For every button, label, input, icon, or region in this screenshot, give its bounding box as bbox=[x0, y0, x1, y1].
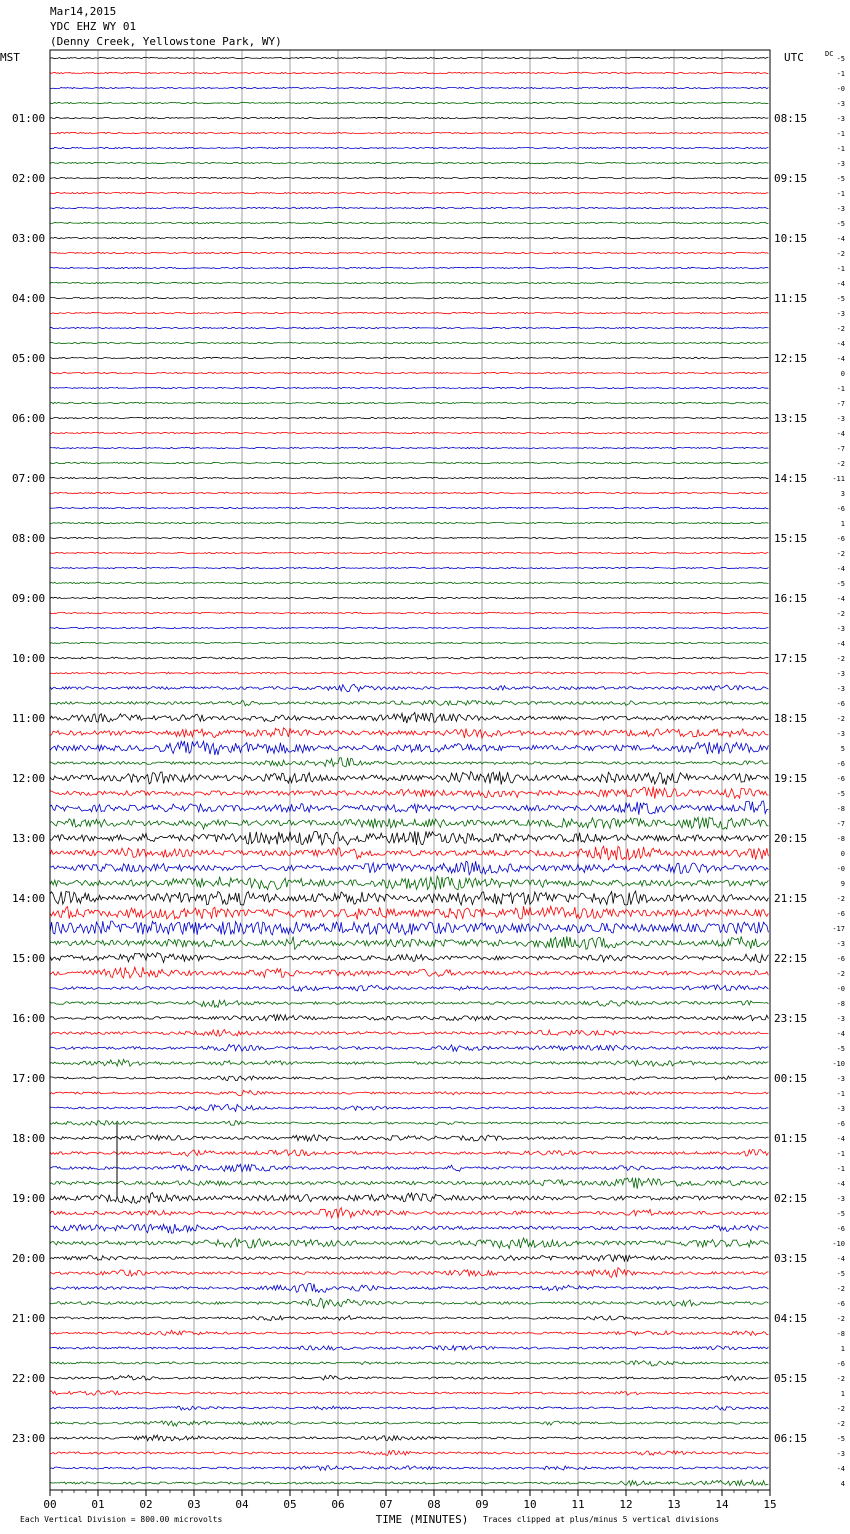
mst-hour-label: 19:00 bbox=[12, 1192, 46, 1205]
mst-hour-label: 09:00 bbox=[12, 592, 46, 605]
dc-offset: -6 bbox=[836, 700, 845, 708]
trace-57 bbox=[50, 906, 768, 919]
x-tick-label: 08 bbox=[427, 1498, 441, 1511]
x-tick-label: 12 bbox=[619, 1498, 633, 1511]
trace-19 bbox=[50, 342, 768, 343]
trace-4 bbox=[50, 117, 768, 118]
mst-hour-label: 20:00 bbox=[12, 1252, 46, 1265]
utc-hour-label: 09:15 bbox=[774, 172, 808, 185]
x-tick-label: 09 bbox=[475, 1498, 489, 1511]
dc-offset: -3 bbox=[836, 625, 845, 633]
trace-15 bbox=[50, 282, 768, 283]
trace-51 bbox=[50, 817, 768, 829]
mst-hour-label: 16:00 bbox=[12, 1012, 46, 1025]
mst-hour-label: 18:00 bbox=[12, 1132, 46, 1145]
dc-offset: 1 bbox=[840, 1390, 845, 1398]
utc-hour-label: 18:15 bbox=[774, 712, 808, 725]
trace-65 bbox=[50, 1030, 768, 1037]
x-tick-label: 15 bbox=[763, 1498, 777, 1511]
plot-date: Mar14,2015 bbox=[50, 5, 117, 18]
footer-clip: Traces clipped at plus/minus 5 vertical divisions bbox=[483, 1515, 720, 1524]
trace-46 bbox=[50, 741, 768, 755]
mst-hour-label: 03:00 bbox=[12, 232, 46, 245]
trace-33 bbox=[50, 552, 768, 553]
trace-42 bbox=[50, 684, 768, 692]
trace-48 bbox=[50, 772, 768, 785]
mst-hour-label: 15:00 bbox=[12, 952, 46, 965]
trace-45 bbox=[50, 728, 768, 739]
dc-offset: -1 bbox=[836, 385, 845, 393]
trace-81 bbox=[50, 1268, 768, 1278]
dc-offset: -3 bbox=[836, 100, 845, 108]
x-tick-label: 04 bbox=[235, 1498, 249, 1511]
dc-offset: -6 bbox=[836, 1120, 845, 1128]
trace-14 bbox=[50, 267, 768, 268]
utc-hour-label: 03:15 bbox=[774, 1252, 808, 1265]
trace-61 bbox=[50, 967, 768, 978]
trace-84 bbox=[50, 1316, 768, 1321]
trace-94 bbox=[50, 1466, 768, 1471]
trace-3 bbox=[50, 102, 768, 103]
dc-offset: -5 bbox=[836, 1045, 845, 1053]
trace-85 bbox=[50, 1330, 768, 1335]
x-tick-label: 01 bbox=[91, 1498, 105, 1511]
trace-71 bbox=[50, 1121, 768, 1126]
dc-offset: -2 bbox=[836, 1405, 845, 1413]
mst-label: MST bbox=[0, 51, 20, 64]
utc-hour-label: 21:15 bbox=[774, 892, 808, 905]
mst-hour-label: 06:00 bbox=[12, 412, 46, 425]
dc-offset: -2 bbox=[836, 325, 845, 333]
trace-27 bbox=[50, 462, 768, 463]
trace-11 bbox=[50, 222, 768, 223]
dc-offset: -5 bbox=[836, 1270, 845, 1278]
trace-53 bbox=[50, 846, 768, 860]
trace-47 bbox=[50, 758, 768, 767]
dc-offset: -2 bbox=[836, 610, 845, 618]
dc-offset: -2 bbox=[836, 1420, 845, 1428]
trace-93 bbox=[50, 1450, 768, 1455]
x-tick-label: 13 bbox=[667, 1498, 681, 1511]
dc-offset: -4 bbox=[836, 1465, 845, 1473]
dc-offset: -1 bbox=[836, 130, 845, 138]
dc-offset: -2 bbox=[836, 970, 845, 978]
dc-offset: -6 bbox=[836, 910, 845, 918]
trace-34 bbox=[50, 567, 768, 568]
utc-hour-label: 23:15 bbox=[774, 1012, 808, 1025]
trace-82 bbox=[50, 1283, 768, 1292]
x-tick-label: 06 bbox=[331, 1498, 345, 1511]
trace-86 bbox=[50, 1346, 768, 1351]
dc-offset: -7 bbox=[836, 445, 845, 453]
trace-0 bbox=[50, 57, 768, 58]
dc-offset: -2 bbox=[836, 1315, 845, 1323]
dc-offset: -6 bbox=[836, 535, 845, 543]
axis-labels bbox=[0, 50, 845, 1526]
dc-offset: -4 bbox=[836, 595, 845, 603]
dc-offset: -3 bbox=[836, 685, 845, 693]
dc-offset: -6 bbox=[836, 505, 845, 513]
dc-offset: -2 bbox=[836, 655, 845, 663]
mst-hour-label: 04:00 bbox=[12, 292, 46, 305]
dc-offset: 1 bbox=[840, 520, 845, 528]
trace-41 bbox=[50, 672, 768, 674]
mst-hour-label: 23:00 bbox=[12, 1432, 46, 1445]
dc-offset: -6 bbox=[836, 1225, 845, 1233]
x-tick-label: 05 bbox=[283, 1498, 297, 1511]
trace-7 bbox=[50, 162, 768, 163]
trace-17 bbox=[50, 312, 768, 313]
x-axis-title: TIME (MINUTES) bbox=[375, 1513, 469, 1526]
dc-offset: -0 bbox=[836, 85, 845, 93]
mst-hour-label: 17:00 bbox=[12, 1072, 46, 1085]
mst-hour-label: 13:00 bbox=[12, 832, 46, 845]
trace-32 bbox=[50, 537, 768, 538]
x-tick-label: 03 bbox=[187, 1498, 201, 1511]
trace-79 bbox=[50, 1238, 768, 1248]
trace-28 bbox=[50, 477, 768, 478]
mst-hour-label: 07:00 bbox=[12, 472, 46, 485]
x-tick-label: 07 bbox=[379, 1498, 393, 1511]
x-tick-label: 00 bbox=[43, 1498, 57, 1511]
trace-44 bbox=[50, 712, 768, 723]
dc-offset: -4 bbox=[836, 280, 845, 288]
dc-offset: -8 bbox=[836, 1330, 845, 1338]
trace-59 bbox=[50, 936, 768, 949]
trace-55 bbox=[50, 876, 768, 890]
trace-90 bbox=[50, 1406, 768, 1410]
utc-hour-label: 00:15 bbox=[774, 1072, 808, 1085]
mst-hour-label: 08:00 bbox=[12, 532, 46, 545]
dc-offset: -5 bbox=[836, 790, 845, 798]
dc-offset: -4 bbox=[836, 355, 845, 363]
dc-offset: -3 bbox=[836, 1105, 845, 1113]
dc-offset: -3 bbox=[836, 415, 845, 423]
trace-64 bbox=[50, 1015, 768, 1021]
utc-hour-label: 06:15 bbox=[774, 1432, 808, 1445]
dc-label: DC bbox=[825, 50, 834, 58]
trace-21 bbox=[50, 372, 768, 373]
dc-offset: -3 bbox=[836, 1195, 845, 1203]
utc-label: UTC bbox=[784, 51, 804, 64]
dc-offset: -0 bbox=[836, 865, 845, 873]
dc-offset: 1 bbox=[840, 1345, 845, 1353]
trace-54 bbox=[50, 861, 768, 875]
trace-8 bbox=[50, 177, 768, 178]
x-tick-label: 14 bbox=[715, 1498, 729, 1511]
dc-offset: -2 bbox=[836, 715, 845, 723]
trace-83 bbox=[50, 1298, 768, 1308]
dc-offset: -2 bbox=[836, 250, 845, 258]
dc-offset: -4 bbox=[836, 1135, 845, 1143]
dc-offset: -5 bbox=[836, 1210, 845, 1218]
trace-70 bbox=[50, 1104, 768, 1111]
dc-offset: -3 bbox=[836, 670, 845, 678]
trace-30 bbox=[50, 507, 768, 508]
dc-offset: 0 bbox=[840, 370, 845, 378]
x-tick-label: 11 bbox=[571, 1498, 585, 1511]
trace-6 bbox=[50, 147, 768, 148]
trace-37 bbox=[50, 612, 768, 613]
trace-25 bbox=[50, 432, 768, 433]
dc-offset: -0 bbox=[836, 985, 845, 993]
mst-hour-label: 01:00 bbox=[12, 112, 46, 125]
trace-22 bbox=[50, 387, 768, 388]
x-tick-label: 10 bbox=[523, 1498, 537, 1511]
trace-9 bbox=[50, 192, 768, 193]
dc-offset: -4 bbox=[836, 430, 845, 438]
trace-12 bbox=[50, 237, 768, 238]
dc-offset: -10 bbox=[832, 1240, 845, 1248]
dc-offset: -3 bbox=[836, 160, 845, 168]
dc-offset: -5 bbox=[836, 295, 845, 303]
utc-hour-label: 08:15 bbox=[774, 112, 808, 125]
utc-hour-label: 22:15 bbox=[774, 952, 808, 965]
dc-offset: 9 bbox=[840, 880, 845, 888]
trace-89 bbox=[50, 1390, 768, 1395]
dc-offset: -1 bbox=[836, 145, 845, 153]
trace-18 bbox=[50, 327, 768, 328]
dc-offset: -3 bbox=[836, 1015, 845, 1023]
utc-hour-label: 17:15 bbox=[774, 652, 808, 665]
dc-offset: -1 bbox=[836, 1090, 845, 1098]
dc-offset: -5 bbox=[836, 220, 845, 228]
footer-scale: Each Vertical Division = 800.00 microvolts bbox=[20, 1515, 223, 1524]
dc-offset: -6 bbox=[836, 1360, 845, 1368]
dc-offset: -1 bbox=[836, 1150, 845, 1158]
dc-offset: 0 bbox=[840, 850, 845, 858]
mst-hour-label: 22:00 bbox=[12, 1372, 46, 1385]
dc-offset: -11 bbox=[832, 475, 845, 483]
trace-67 bbox=[50, 1059, 768, 1066]
dc-offset: -2 bbox=[836, 460, 845, 468]
trace-92 bbox=[50, 1435, 768, 1441]
utc-hour-label: 02:15 bbox=[774, 1192, 808, 1205]
dc-offset: -4 bbox=[836, 1180, 845, 1188]
dc-offset: -3 bbox=[836, 940, 845, 948]
plot-grid bbox=[98, 50, 722, 1490]
trace-10 bbox=[50, 207, 768, 208]
trace-75 bbox=[50, 1178, 768, 1189]
trace-66 bbox=[50, 1044, 768, 1051]
dc-offset: -7 bbox=[836, 820, 845, 828]
trace-35 bbox=[50, 582, 768, 583]
utc-hour-label: 11:15 bbox=[774, 292, 808, 305]
trace-72 bbox=[50, 1135, 768, 1141]
trace-29 bbox=[50, 492, 768, 493]
trace-76 bbox=[50, 1193, 768, 1204]
dc-offset: -6 bbox=[836, 1300, 845, 1308]
trace-74 bbox=[50, 1164, 768, 1171]
dc-offset: -8 bbox=[836, 805, 845, 813]
utc-hour-label: 10:15 bbox=[774, 232, 808, 245]
trace-68 bbox=[50, 1076, 768, 1081]
dc-offset: -2 bbox=[836, 895, 845, 903]
utc-hour-label: 20:15 bbox=[774, 832, 808, 845]
dc-offset: -8 bbox=[836, 835, 845, 843]
dc-offset: -6 bbox=[836, 775, 845, 783]
trace-49 bbox=[50, 786, 768, 798]
dc-offset: -3 bbox=[836, 205, 845, 213]
dc-offset: -3 bbox=[836, 310, 845, 318]
trace-91 bbox=[50, 1421, 768, 1426]
dc-offset: -5 bbox=[836, 55, 845, 63]
dc-offset: -3 bbox=[836, 1450, 845, 1458]
trace-78 bbox=[50, 1224, 768, 1233]
trace-38 bbox=[50, 627, 768, 628]
trace-50 bbox=[50, 801, 768, 815]
utc-hour-label: 15:15 bbox=[774, 532, 808, 545]
trace-20 bbox=[50, 357, 768, 358]
dc-offset: 5 bbox=[840, 745, 845, 753]
dc-offset: 3 bbox=[840, 490, 845, 498]
mst-hour-label: 14:00 bbox=[12, 892, 46, 905]
dc-offset: -4 bbox=[836, 640, 845, 648]
mst-hour-label: 21:00 bbox=[12, 1312, 46, 1325]
dc-offset: -7 bbox=[836, 400, 845, 408]
dc-offset: -1 bbox=[836, 190, 845, 198]
trace-16 bbox=[50, 297, 768, 298]
trace-24 bbox=[50, 417, 768, 418]
x-tick-label: 02 bbox=[139, 1498, 153, 1511]
dc-offset: -3 bbox=[836, 1075, 845, 1083]
dc-offset: -4 bbox=[836, 1030, 845, 1038]
trace-58 bbox=[50, 921, 768, 935]
dc-offset: -6 bbox=[836, 760, 845, 768]
station-location: (Denny Creek, Yellowstone Park, WY) bbox=[50, 35, 282, 48]
dc-offset: -4 bbox=[836, 565, 845, 573]
mst-hour-label: 05:00 bbox=[12, 352, 46, 365]
dc-offset: -4 bbox=[836, 1255, 845, 1263]
dc-offset: -1 bbox=[836, 70, 845, 78]
utc-hour-label: 04:15 bbox=[774, 1312, 808, 1325]
trace-95 bbox=[50, 1480, 768, 1486]
dc-offset: -4 bbox=[836, 235, 845, 243]
dc-offset: -1 bbox=[836, 265, 845, 273]
dc-offset: -8 bbox=[836, 1000, 845, 1008]
trace-77 bbox=[50, 1208, 768, 1219]
trace-39 bbox=[50, 642, 768, 643]
dc-offset: -6 bbox=[836, 955, 845, 963]
mst-hour-label: 10:00 bbox=[12, 652, 46, 665]
dc-offset: -3 bbox=[836, 115, 845, 123]
station-code: YDC EHZ WY 01 bbox=[50, 20, 137, 33]
dc-offset: -3 bbox=[836, 730, 845, 738]
dc-offset: -2 bbox=[836, 1375, 845, 1383]
utc-hour-label: 01:15 bbox=[774, 1132, 808, 1145]
trace-5 bbox=[50, 132, 768, 133]
dc-offset: -10 bbox=[832, 1060, 845, 1068]
dc-offset: -17 bbox=[832, 925, 845, 933]
dc-offset: -1 bbox=[836, 1165, 845, 1173]
dc-offset: 4 bbox=[840, 1480, 845, 1488]
trace-23 bbox=[50, 402, 768, 403]
dc-offset: -5 bbox=[836, 175, 845, 183]
trace-73 bbox=[50, 1150, 768, 1157]
dc-offset: -2 bbox=[836, 550, 845, 558]
trace-52 bbox=[50, 831, 768, 845]
trace-80 bbox=[50, 1255, 768, 1262]
trace-87 bbox=[50, 1361, 768, 1366]
trace-40 bbox=[50, 657, 768, 659]
trace-13 bbox=[50, 252, 768, 253]
dc-offset: -2 bbox=[836, 1285, 845, 1293]
dc-offset: -5 bbox=[836, 580, 845, 588]
utc-hour-label: 16:15 bbox=[774, 592, 808, 605]
dc-offset: -4 bbox=[836, 340, 845, 348]
trace-60 bbox=[50, 953, 768, 963]
utc-hour-label: 05:15 bbox=[774, 1372, 808, 1385]
trace-88 bbox=[50, 1375, 768, 1380]
utc-hour-label: 14:15 bbox=[774, 472, 808, 485]
utc-hour-label: 12:15 bbox=[774, 352, 808, 365]
trace-63 bbox=[50, 1000, 768, 1007]
mst-hour-label: 11:00 bbox=[12, 712, 46, 725]
trace-62 bbox=[50, 985, 768, 991]
trace-56 bbox=[50, 891, 768, 905]
mst-hour-label: 12:00 bbox=[12, 772, 46, 785]
seismic-traces bbox=[50, 57, 768, 1485]
trace-43 bbox=[50, 701, 768, 706]
mst-hour-label: 02:00 bbox=[12, 172, 46, 185]
trace-36 bbox=[50, 597, 768, 598]
trace-69 bbox=[50, 1090, 768, 1095]
trace-31 bbox=[50, 522, 768, 523]
trace-26 bbox=[50, 447, 768, 448]
trace-2 bbox=[50, 87, 768, 88]
utc-hour-label: 19:15 bbox=[774, 772, 808, 785]
trace-1 bbox=[50, 72, 768, 73]
utc-hour-label: 13:15 bbox=[774, 412, 808, 425]
dc-offset: -5 bbox=[836, 1435, 845, 1443]
